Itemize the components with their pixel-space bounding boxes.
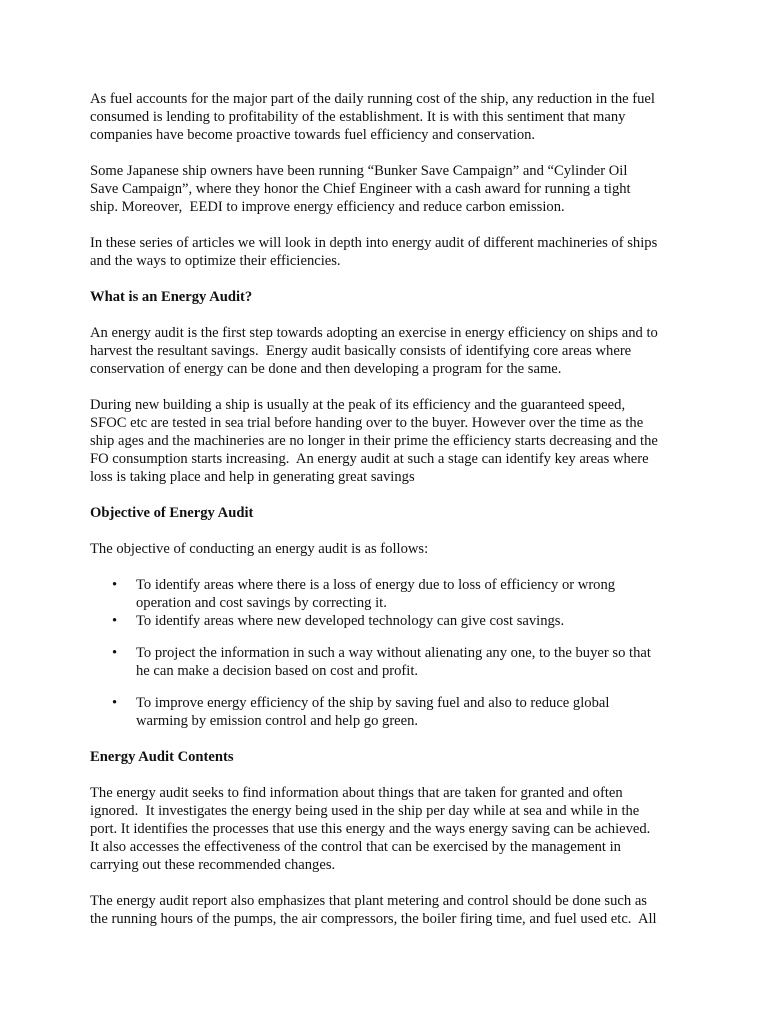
heading-audit-contents: Energy Audit Contents (90, 749, 234, 765)
bullet-icon: • (112, 645, 118, 661)
objectives-list (90, 576, 690, 730)
bullet-icon: • (112, 577, 118, 593)
heading-what-is-energy-audit: What is an Energy Audit? (90, 289, 253, 305)
document-page (90, 90, 690, 946)
list-item (90, 644, 690, 680)
paragraph-objective-intro: The objective of conducting an energy audit is as follows: (90, 541, 429, 557)
list-item-text: To identify areas where new developed technology can give cost savings. (136, 613, 565, 629)
intro-paragraph-series: In these series of articles we will look in depth into energy audit of different machineries of ships and the ways to optimize their efficiencies. (90, 235, 658, 269)
intro-paragraph-fuel: As fuel accounts for the major part of the daily running cost of the ship, any reduction in the fuel consumed is lending to profitability of the establishment. It is with this sentiment that many companies have become proactive towards fuel efficiency and conservation. (90, 91, 655, 143)
intro-paragraph-campaigns: Some Japanese ship owners have been running “Bunker Save Campaign” and “Cylinder Oil Save Campaign”, where they honor the Chief Engineer with a cash award for running a tight ship. Moreover, EEDI to improve energy efficiency and reduce carbon emission. (90, 163, 631, 215)
list-item-text: To improve energy efficiency of the ship by saving fuel and also to reduce global warming by emission control and help go green. (136, 695, 610, 729)
paragraph-audit-report: The energy audit report also emphasizes that plant metering and control should be done such as the running hours of the pumps, the air compressors, the boiler firing time, and fuel used etc. All (90, 893, 657, 927)
list-item (90, 612, 690, 630)
list-item (90, 694, 690, 730)
paragraph-audit-contents: The energy audit seeks to find information about things that are taken for granted and often ignored. It investigates the energy being used in the ship per day while at sea and while in the port. It identifies the processes that use this energy and the ways energy saving can be achieved. It also accesses the effectiveness of the control that can be exercised by the management in carrying out these recommended changes. (90, 785, 651, 873)
heading-objective: Objective of Energy Audit (90, 505, 254, 521)
list-item-text: To project the information in such a way without alienating any one, to the buyer so that he can make a decision based on cost and profit. (136, 645, 651, 679)
bullet-icon: • (112, 613, 118, 629)
paragraph-energy-audit-definition: An energy audit is the first step towards adopting an exercise in energy efficiency on ships and to harvest the resultant savings. Energy audit basically consists of identifying core areas where conservation of energy can be done and then developing a program for the same. (90, 325, 658, 377)
list-item-text: To identify areas where there is a loss of energy due to loss of efficiency or wrong operation and cost savings by correcting it. (136, 577, 616, 611)
bullet-icon: • (112, 695, 118, 711)
list-item (90, 576, 690, 612)
paragraph-new-building: During new building a ship is usually at the peak of its efficiency and the guaranteed speed, SFOC etc are tested in sea trial before handing over to the buyer. However over the time as the ship ages and the machineries are no longer in their prime the efficiency starts decreasing and the FO consumption starts increasing. An energy audit at such a stage can identify key areas where loss is taking place and help in generating great savings (90, 397, 658, 485)
